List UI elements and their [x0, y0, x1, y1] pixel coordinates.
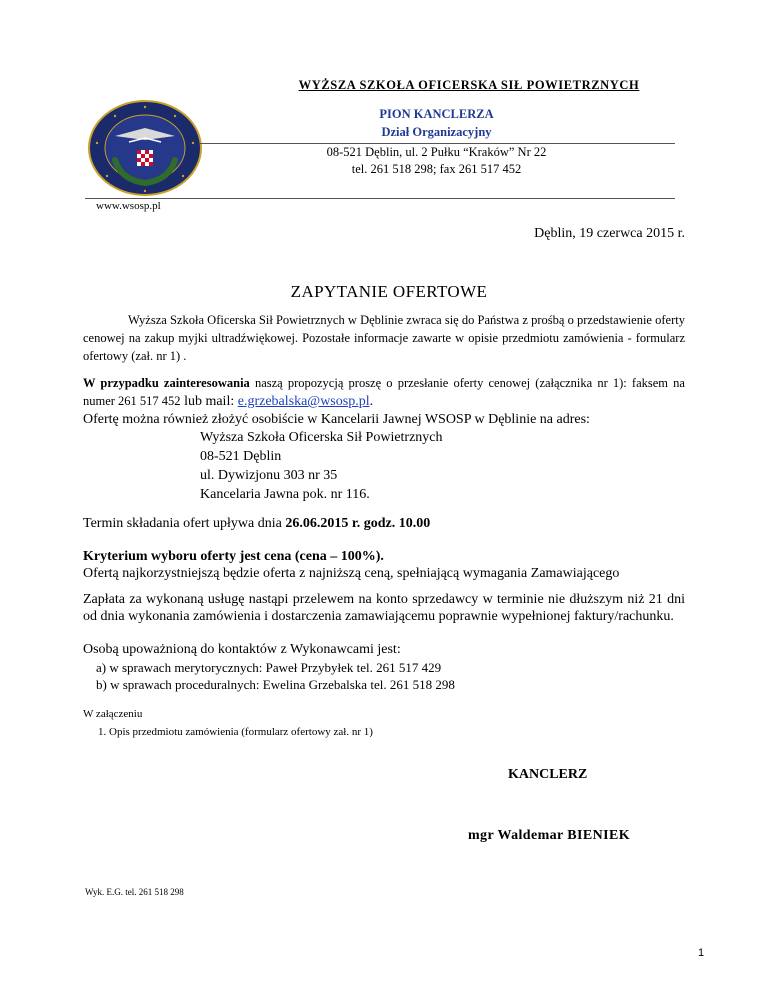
interest-end: .	[369, 394, 374, 409]
header-address: 08-521 Dęblin, ul. 2 Pułku “Kraków” Nr 22	[326, 145, 547, 159]
document-title: ZAPYTANIE OFERTOWE	[290, 282, 488, 301]
contact-item: b) w sprawach proceduralnych: Ewelina Grzebalska tel. 261 518 298	[96, 677, 455, 692]
office-address-line: Kancelaria Jawna pok. nr 116.	[200, 487, 370, 502]
interest-text: naszą propozycją proszę o przesłanie oferty cenowej (załącznika nr 1): faksem na numer 261 517 452	[83, 376, 685, 408]
signature-role: KANCLERZ	[508, 767, 588, 782]
office-address-line: Wyższa Szkoła Oficerska Sił Powietrznych	[200, 430, 443, 445]
signature-name: mgr Waldemar BIENIEK	[468, 828, 631, 843]
school-name: WYŻSZA SZKOŁA OFICERSKA SIŁ POWIETRZNYCH	[298, 78, 640, 92]
date-line: Dęblin, 19 czerwca 2015 r.	[534, 226, 685, 241]
deadline	[83, 516, 430, 532]
contact-item: a) w sprawach merytorycznych: Paweł Przybyłek tel. 261 517 429	[96, 660, 442, 675]
interest-bold: W przypadku zainteresowania	[83, 376, 250, 390]
office-address-line: ul. Dywizjonu 303 nr 35	[200, 468, 338, 483]
header-divider	[200, 143, 675, 144]
header-bottom-divider	[85, 198, 675, 199]
page-number: 1	[698, 947, 705, 959]
contacts-intro: Osobą upoważnioną do kontaktów z Wykonawcami jest:	[83, 642, 401, 657]
deadline-date: 26.06.2015 r. godz. 10.00	[285, 516, 431, 531]
email-link[interactable]: e.grzebalska@wsosp.pl	[237, 394, 370, 409]
personal-delivery: Ofertę można również złożyć osobiście w Kancelarii Jawnej WSOSP w Dęblinie na adres:	[83, 412, 590, 427]
office-address-line: 08-521 Dęblin	[200, 449, 282, 464]
criterion-description: Ofertą najkorzystniejszą będzie oferta z najniższą ceną, spełniającą wymagania Zamawiającego	[83, 566, 620, 581]
criterion-title: Kryterium wyboru oferty jest cena (cena – 100%).	[83, 549, 384, 564]
mail-prefix: lub mail:	[180, 394, 238, 409]
intro-paragraph: Wyższa Szkoła Oficerska Sił Powietrznych w Dęblinie zwraca się do Państwa z prośbą o przedstawienie oferty cenowej na zakup myjki ultradźwiękowej. Pozostałe informacje zawarte w opisie przedmiotu zamówienia - formularz ofertowy (zał. nr 1) .	[83, 313, 685, 363]
prepared-by: Wyk. E.G. tel. 261 518 298	[85, 887, 184, 897]
interest-paragraph	[83, 374, 685, 411]
attachments-label: W załączeniu	[83, 708, 143, 720]
attachment-item: 1. Opis przedmiotu zamówienia (formularz ofertowy zał. nr 1)	[98, 726, 373, 738]
division-name: PION KANCLERZA	[379, 107, 494, 121]
department-name: Dział Organizacyjny	[381, 125, 492, 139]
deadline-prefix: Termin składania ofert upływa dnia	[83, 516, 286, 531]
website-link[interactable]: www.wsosp.pl	[96, 200, 161, 212]
header-phones: tel. 261 518 298; fax 261 517 452	[351, 162, 522, 176]
payment-terms: Zapłata za wykonaną usługę nastąpi przelewem na konto sprzedawcy w terminie nie dłuższym niż 21 dni od dnia wykonania zamówienia i dostarczenia zamawiającemu poprawnie wypełnionej faktury/rachunku.	[83, 592, 685, 624]
